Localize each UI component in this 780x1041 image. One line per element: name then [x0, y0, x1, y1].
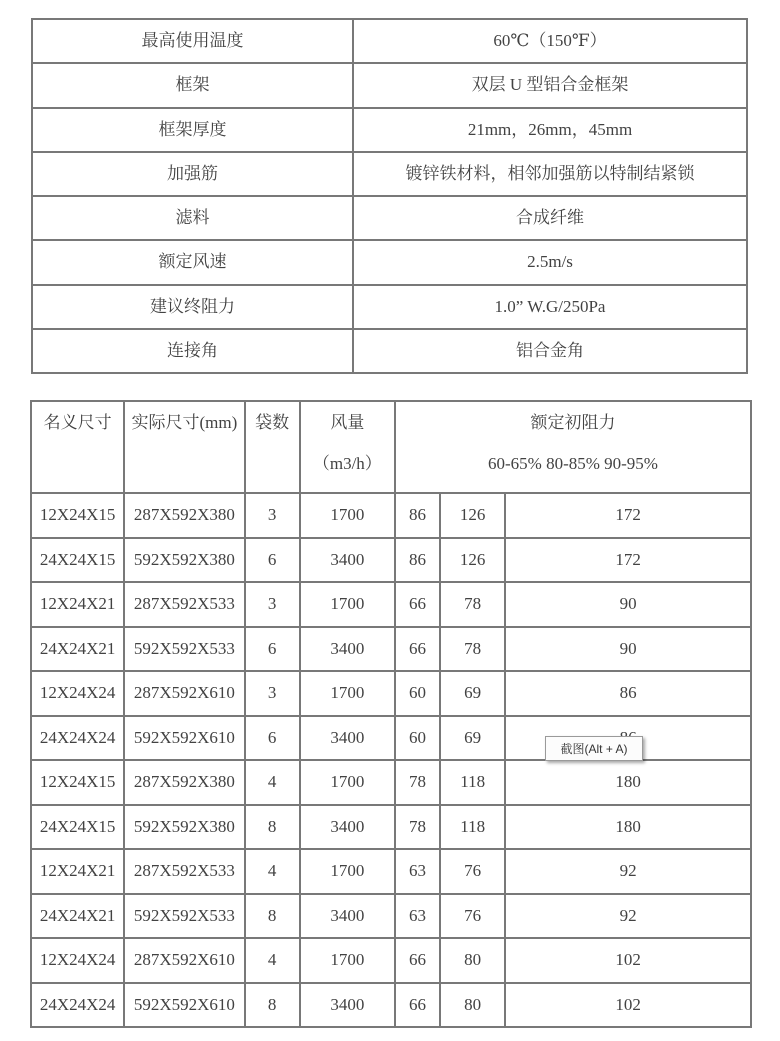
perf-cell: 24X24X24	[31, 983, 124, 1028]
spec-value: 1.0” W.G/250Pa	[353, 285, 747, 329]
screenshot-tooltip	[545, 736, 643, 761]
perf-cell: 24X24X15	[31, 538, 124, 583]
perf-cell: 60	[395, 716, 440, 761]
spec-value: 21mm，26mm，45mm	[353, 108, 747, 152]
perf-header-initial-resistance	[395, 401, 751, 493]
perf-cell: 1700	[300, 493, 395, 538]
spec-row	[32, 152, 747, 196]
spec-label: 加强筋	[32, 152, 353, 196]
perf-cell: 12X24X15	[31, 760, 124, 805]
perf-cell: 80	[440, 938, 505, 983]
perf-cell: 78	[440, 627, 505, 672]
perf-cell: 287X592X380	[124, 760, 244, 805]
perf-cell: 118	[440, 760, 505, 805]
perf-row	[31, 582, 751, 627]
perf-cell: 3400	[300, 538, 395, 583]
perf-cell: 6	[245, 716, 300, 761]
perf-cell: 180	[505, 805, 751, 850]
perf-cell: 3400	[300, 983, 395, 1028]
perf-row	[31, 671, 751, 716]
perf-header-airflow	[300, 401, 395, 493]
perf-cell: 69	[440, 716, 505, 761]
spec-label: 滤料	[32, 196, 353, 240]
perf-cell: 60	[395, 671, 440, 716]
perf-cell: 90	[505, 627, 751, 672]
spec-label: 框架	[32, 63, 353, 107]
perf-cell: 78	[440, 582, 505, 627]
perf-cell: 12X24X21	[31, 582, 124, 627]
perf-cell: 592X592X380	[124, 805, 244, 850]
header-text: 名义尺寸	[43, 413, 112, 432]
perf-cell: 4	[245, 849, 300, 894]
perf-cell: 92	[505, 849, 751, 894]
spec-value: 镀锌铁材料，相邻加强筋以特制结紧锁	[353, 152, 747, 196]
spec-value: 60℃（150℉）	[353, 19, 747, 63]
perf-cell: 287X592X533	[124, 582, 244, 627]
spec-label: 框架厚度	[32, 108, 353, 152]
header-text: 袋数	[255, 413, 290, 432]
perf-cell: 24X24X21	[31, 894, 124, 939]
spec-label: 额定风速	[32, 240, 353, 284]
perf-header-nominal-size	[31, 401, 124, 493]
spec-label: 最高使用温度	[32, 19, 353, 63]
perf-cell: 80	[440, 983, 505, 1028]
perf-cell: 592X592X380	[124, 538, 244, 583]
spec-label: 建议终阻力	[32, 285, 353, 329]
spec-row	[32, 285, 747, 329]
perf-row	[31, 983, 751, 1028]
perf-cell: 172	[505, 493, 751, 538]
perf-cell: 3400	[300, 894, 395, 939]
perf-cell: 592X592X533	[124, 627, 244, 672]
spec-row	[32, 108, 747, 152]
perf-cell: 8	[245, 805, 300, 850]
spec-row	[32, 196, 747, 240]
perf-row	[31, 849, 751, 894]
perf-cell: 1700	[300, 671, 395, 716]
header-text: 风量	[330, 413, 365, 432]
perf-cell: 92	[505, 894, 751, 939]
header-text: 60-65% 80-85% 90-95%	[488, 454, 658, 474]
perf-cell: 24X24X15	[31, 805, 124, 850]
spec-value: 合成纤维	[353, 196, 747, 240]
perf-cell: 8	[245, 983, 300, 1028]
perf-cell: 3400	[300, 805, 395, 850]
perf-cell: 180	[505, 760, 751, 805]
perf-cell: 4	[245, 760, 300, 805]
perf-cell: 63	[395, 894, 440, 939]
perf-cell: 76	[440, 849, 505, 894]
spec-value: 铝合金角	[353, 329, 747, 373]
perf-cell: 78	[395, 805, 440, 850]
perf-cell: 1700	[300, 582, 395, 627]
perf-cell: 12X24X15	[31, 493, 124, 538]
perf-cell: 63	[395, 849, 440, 894]
perf-row	[31, 538, 751, 583]
perf-cell: 86	[395, 538, 440, 583]
perf-cell: 66	[395, 582, 440, 627]
perf-cell: 76	[440, 894, 505, 939]
perf-row	[31, 894, 751, 939]
perf-cell: 592X592X610	[124, 716, 244, 761]
perf-cell: 1700	[300, 938, 395, 983]
spec-row	[32, 63, 747, 107]
perf-cell: 3400	[300, 627, 395, 672]
perf-cell: 102	[505, 938, 751, 983]
perf-cell: 3	[245, 582, 300, 627]
perf-cell: 78	[395, 760, 440, 805]
spec-row	[32, 329, 747, 373]
perf-cell: 287X592X610	[124, 671, 244, 716]
perf-cell: 24X24X21	[31, 627, 124, 672]
perf-row	[31, 627, 751, 672]
perf-cell: 4	[245, 938, 300, 983]
perf-cell: 172	[505, 538, 751, 583]
spec-value: 2.5m/s	[353, 240, 747, 284]
perf-cell: 126	[440, 538, 505, 583]
perf-cell: 287X592X380	[124, 493, 244, 538]
perf-row	[31, 716, 751, 761]
perf-header-bag-count	[245, 401, 300, 493]
perf-cell: 86	[505, 671, 751, 716]
perf-cell: 3	[245, 671, 300, 716]
perf-cell: 12X24X24	[31, 938, 124, 983]
perf-cell: 24X24X24	[31, 716, 124, 761]
perf-cell: 12X24X21	[31, 849, 124, 894]
perf-cell: 66	[395, 938, 440, 983]
performance-table	[30, 400, 752, 1028]
perf-cell: 12X24X24	[31, 671, 124, 716]
perf-header-row	[31, 401, 751, 493]
perf-cell: 592X592X610	[124, 983, 244, 1028]
perf-cell: 118	[440, 805, 505, 850]
perf-cell: 126	[440, 493, 505, 538]
perf-cell: 102	[505, 983, 751, 1028]
perf-cell: 1700	[300, 760, 395, 805]
perf-cell: 90	[505, 582, 751, 627]
spec-row	[32, 19, 747, 63]
perf-row	[31, 938, 751, 983]
header-text: （m3/h）	[312, 454, 382, 474]
spec-value: 双层 U 型铝合金框架	[353, 63, 747, 107]
perf-cell: 8	[245, 894, 300, 939]
perf-cell: 66	[395, 627, 440, 672]
perf-cell: 287X592X533	[124, 849, 244, 894]
perf-cell: 287X592X610	[124, 938, 244, 983]
perf-cell: 1700	[300, 849, 395, 894]
perf-row	[31, 805, 751, 850]
screenshot-tooltip-label: 截图(Alt + A)	[560, 742, 628, 756]
perf-cell: 86	[395, 493, 440, 538]
perf-cell: 592X592X533	[124, 894, 244, 939]
spec-table	[31, 18, 748, 374]
perf-cell: 3400	[300, 716, 395, 761]
perf-cell: 69	[440, 671, 505, 716]
perf-header-actual-size	[124, 401, 244, 493]
perf-cell: 3	[245, 493, 300, 538]
header-text: 实际尺寸(mm)	[131, 413, 238, 432]
header-text: 额定初阻力	[530, 413, 616, 432]
perf-cell: 6	[245, 538, 300, 583]
perf-row	[31, 493, 751, 538]
perf-row	[31, 760, 751, 805]
perf-cell: 66	[395, 983, 440, 1028]
perf-cell: 6	[245, 627, 300, 672]
spec-row	[32, 240, 747, 284]
spec-label: 连接角	[32, 329, 353, 373]
